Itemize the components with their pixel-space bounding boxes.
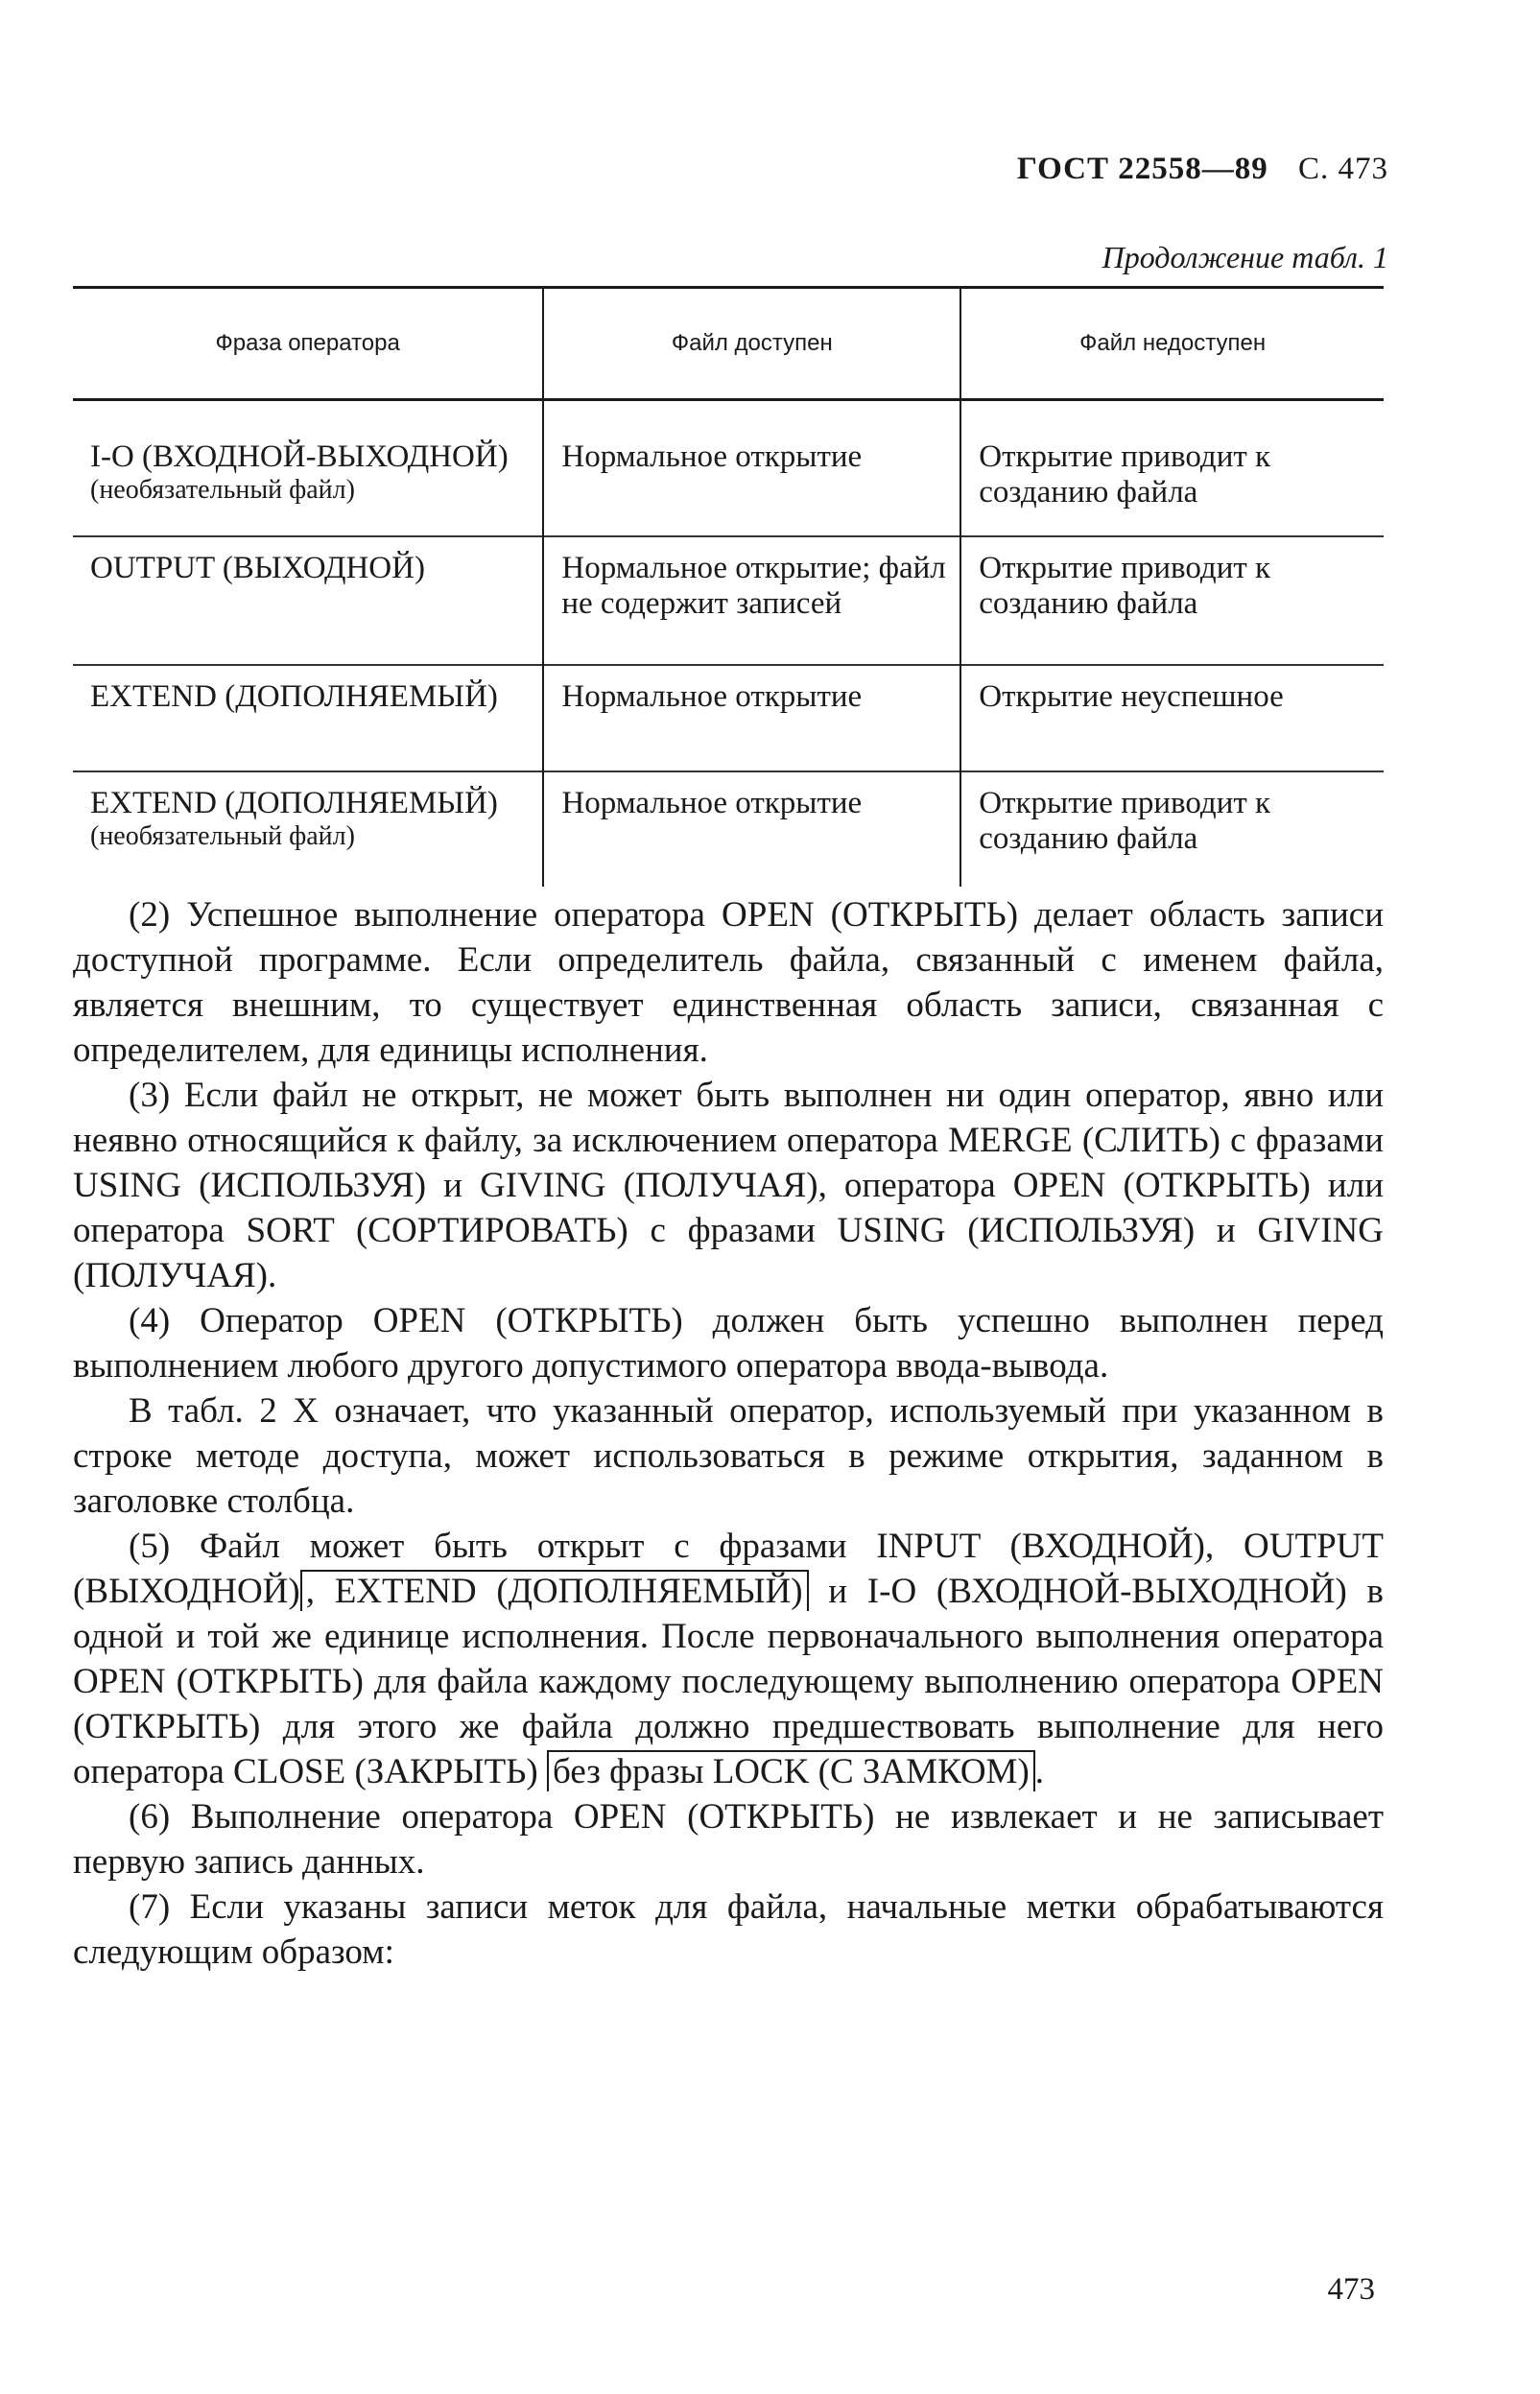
phrase-text: EXTEND (ДОПОЛНЯЕМЫЙ): [90, 679, 498, 714]
table-row: [73, 771, 1384, 887]
paragraph-text: и I-O (ВХОДНОЙ-ВЫХОДНОЙ) в одной и той же единице исполнения. После первоначального выполнения оператора OPEN (ОТКРЫТЬ) для файла каждому последующему выполнению оператора OPEN (ОТКРЫТЬ) для этого же файла должно предшествовать выполнение для него оператора CLOSE (ЗАКРЫТЬ): [73, 1572, 1384, 1791]
paragraph: (6) Выполнение оператора OPEN (ОТКРЫТЬ) не извлекает и не записывает первую запись данных.: [73, 1797, 1384, 1882]
paragraph: (4) Оператор OPEN (ОТКРЫТЬ) должен быть успешно выполнен перед выполнением любого другого допустимого оператора ввода-вывода.: [73, 1301, 1384, 1386]
table-row: [73, 400, 1384, 537]
unavailable-cell: Открытие приводит к созданию файла: [960, 771, 1384, 887]
boxed-insertion: , EXTEND (ДОПОЛНЯЕМЫЙ): [300, 1570, 809, 1611]
phrase-cell: [73, 536, 543, 665]
unavailable-cell: Открытие неуспешное: [960, 665, 1384, 771]
available-cell: Нормальное открытие: [543, 400, 960, 537]
column-header-unavailable: Файл недоступен: [960, 288, 1384, 400]
paragraph: В табл. 2 X означает, что указанный оператор, используемый при указанном в строке методе доступа, может использоваться в режиме открытия, заданном в заголовке столбца.: [73, 1391, 1384, 1521]
table-caption: Продолжение табл. 1: [1102, 240, 1388, 274]
available-cell: Нормальное открытие; файл не содержит записей: [543, 536, 960, 665]
paragraph-5: [73, 1524, 1384, 1794]
phrase-cell: [73, 400, 543, 537]
page-number: 473: [1327, 2272, 1375, 2307]
phrase-note: (необязательный файл): [90, 474, 355, 505]
phrase-cell: [73, 665, 543, 771]
paragraph: (2) Успешное выполнение оператора OPEN (ОТКРЫТЬ) делает область записи доступной программе. Если определитель файла, связанный с именем файла, является внешним, то существует единственная область записи, связанная с определителем, для единицы исполнения.: [73, 895, 1384, 1070]
column-header-available: Файл доступен: [543, 288, 960, 400]
available-cell: Нормальное открытие: [543, 771, 960, 887]
phrase-note: (необязательный файл): [90, 820, 355, 851]
boxed-insertion: без фразы LOCK (С ЗАМКОМ): [547, 1750, 1035, 1791]
available-cell: Нормальное открытие: [543, 665, 960, 771]
table-row: [73, 536, 1384, 665]
phrase-text: I-O (ВХОДНОЙ-ВЫХОДНОЙ): [90, 439, 509, 474]
unavailable-cell: Открытие приводит к созданию файла: [960, 536, 1384, 665]
page-reference: С. 473: [1297, 152, 1388, 186]
table-row: [73, 665, 1384, 771]
open-phrase-table: [73, 286, 1384, 887]
paragraph: (7) Если указаны записи меток для файла, начальные метки обрабатываются следующим образом:: [73, 1887, 1384, 1972]
page-header: [1017, 152, 1388, 187]
paragraph: (3) Если файл не открыт, не может быть выполнен ни один оператор, явно или неявно относящийся к файлу, за исключением оператора MERGE (СЛИТЬ) с фразами USING (ИСПОЛЬЗУЯ) и GIVING (ПОЛУЧАЯ), оператора OPEN (ОТКРЫТЬ) или оператора SORT (СОРТИРОВАТЬ) с фразами USING (ИСПОЛЬЗУЯ) и GIVING (ПОЛУЧАЯ).: [73, 1076, 1384, 1295]
phrase-cell: [73, 771, 543, 887]
paragraph-text: .: [1034, 1752, 1045, 1791]
standard-number: ГОСТ 22558—89: [1016, 152, 1268, 186]
phrase-text: EXTEND (ДОПОЛНЯЕМЫЙ): [90, 786, 498, 820]
body-text: [73, 892, 1384, 1975]
paragraph-text: (5) Файл может быть открыт с фразами INPUT (ВХОДНОЙ), OUTPUT (ВЫХОДНОЙ): [73, 1527, 1384, 1611]
unavailable-cell: Открытие приводит к созданию файла: [979, 439, 1271, 510]
column-header-phrase: Фраза оператора: [73, 288, 543, 400]
phrase-text: OUTPUT (ВЫХОДНОЙ): [90, 551, 425, 585]
